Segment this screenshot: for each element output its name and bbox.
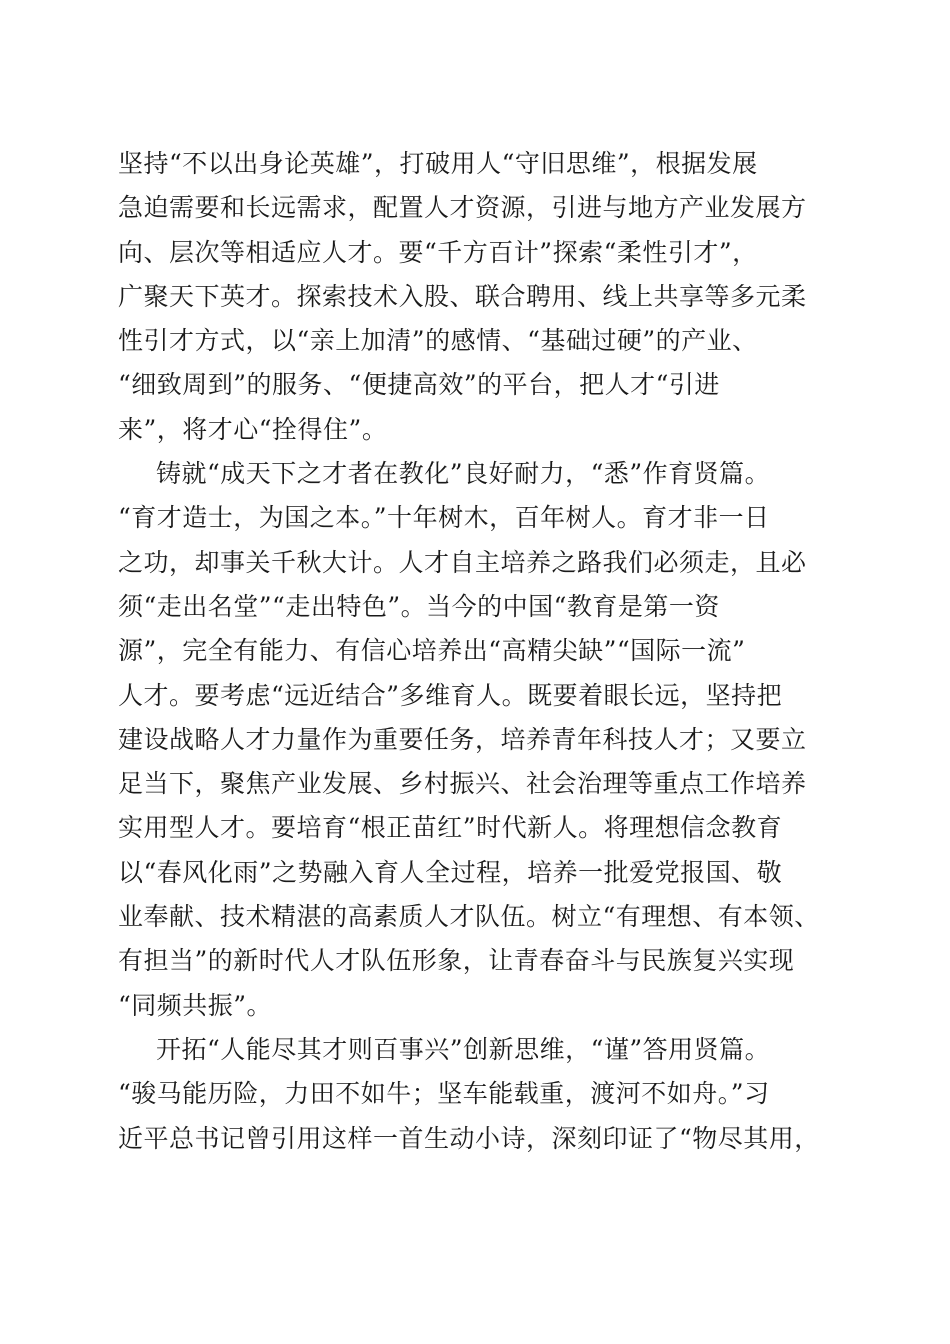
- text-line: 须“走出名堂”“走出特色”。当今的中国“教育是第一资: [118, 591, 720, 621]
- text-line: 之功，却事关千秋大计。人才自主培养之路我们必须走，且必: [118, 547, 807, 577]
- text-line: 急迫需要和长远需求，配置人才资源，引进与地方产业发展方: [118, 193, 807, 223]
- text-line: 人才。要考虑“远近结合”多维育人。既要着眼长远，坚持把: [118, 680, 783, 710]
- text-line: 坚持“不以出身论英雄”，打破用人“守旧思维”，根据发展: [118, 149, 758, 178]
- paragraph-first-line: 开拓“人能尽其才则百事兴”创新思维，“谨”答用贤篇。: [156, 1034, 771, 1064]
- text-line: 足当下，聚焦产业发展、乡村振兴、社会治理等重点工作培养: [118, 769, 807, 799]
- text-line: 实用型人才。要培育“根正苗红”时代新人。将理想信念教育: [118, 813, 783, 843]
- text-line: “细致周到”的服务、“便捷高效”的平台，把人才“引进: [118, 370, 720, 400]
- paragraph-first-line: 铸就“成天下之才者在教化”良好耐力，“悉”作育贤篇。: [156, 459, 771, 489]
- text-line: “骏马能历险，力田不如牛；坚车能载重，渡河不如舟。”习: [118, 1079, 770, 1109]
- text-line: “同频共振”。: [118, 990, 273, 1020]
- text-line: “育才造士，为国之本。”十年树木，百年树人。育才非一日: [118, 503, 770, 533]
- text-line: 建设战略人才力量作为重要任务，培养青年科技人才；又要立: [118, 724, 807, 754]
- text-line: 以“春风化雨”之势融入育人全过程，培养一批爱党报国、敬: [118, 857, 783, 887]
- body-text: [118, 142, 838, 1161]
- text-line: 来”，将才心“拴得住”。: [118, 414, 388, 444]
- text-line: 向、层次等相适应人才。要“千方百计”探索“柔性引才”，: [118, 237, 758, 267]
- text-line: 源”，完全有能力、有信心培养出“高精尖缺”“国际一流”: [118, 636, 746, 666]
- text-line: 近平总书记曾引用这样一首生动小诗，深刻印证了“物尽其用，: [118, 1123, 820, 1153]
- text-line: 有担当”的新时代人才队伍形象，让青春奋斗与民族复兴实现: [118, 946, 795, 976]
- text-line: 性引才方式，以“亲上加清”的感情、“基础过硬”的产业、: [118, 326, 758, 356]
- text-line: 业奉献、技术精湛的高素质人才队伍。树立“有理想、有本领、: [118, 902, 820, 932]
- text-line: 广聚天下英才。探索技术入股、联合聘用、线上共享等多元柔: [118, 281, 807, 311]
